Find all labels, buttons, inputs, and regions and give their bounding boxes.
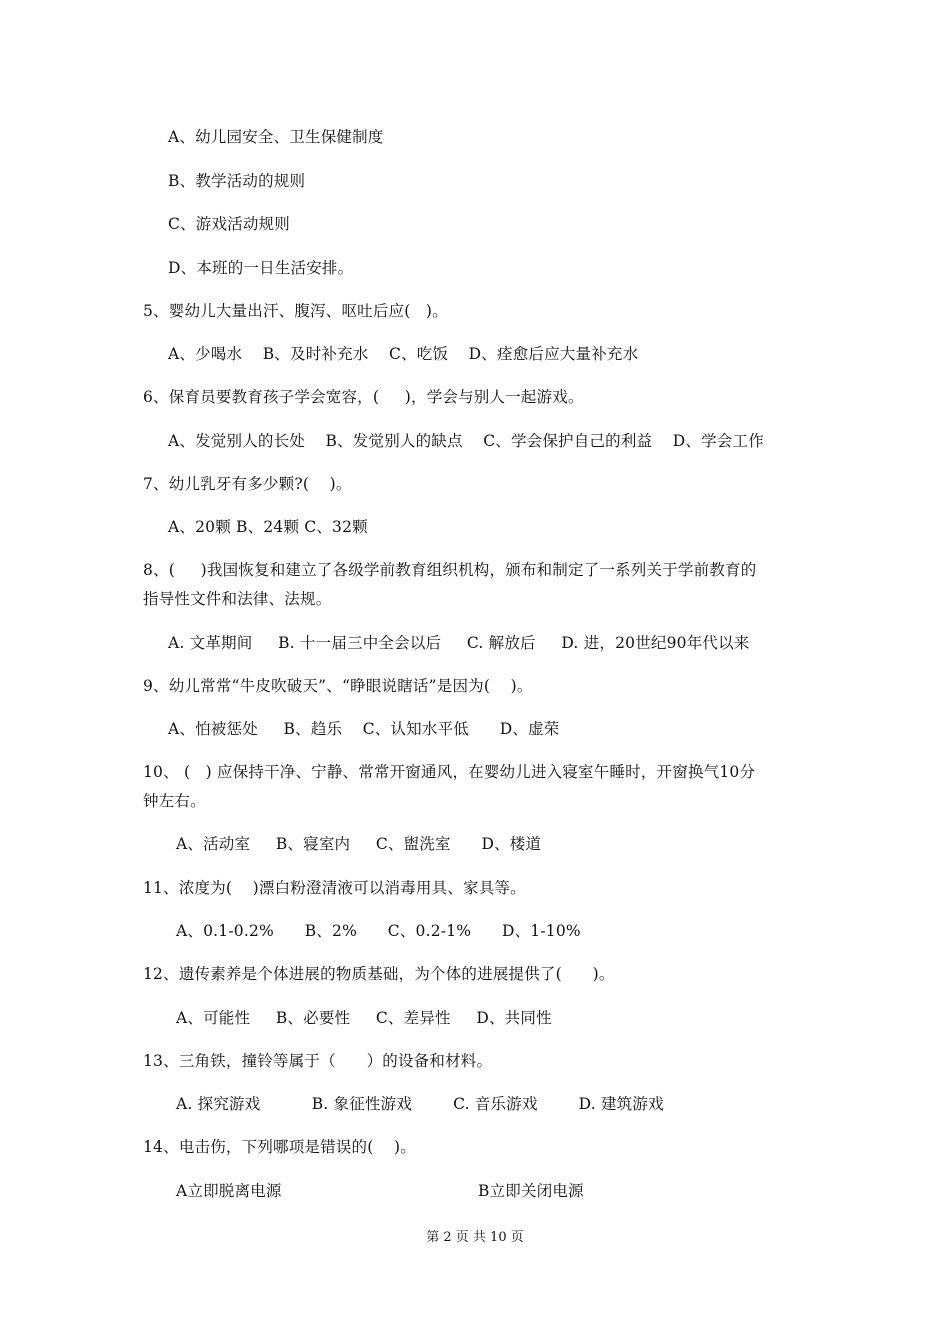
question-12: 12、遗传素养是个体进展的物质基础，为个体的进展提供了( )。 <box>143 965 615 983</box>
option-14b: B立即关闭电源 <box>478 1182 584 1200</box>
question-9: 9、幼儿常常“牛皮吹破天”、“睁眼说瞎话”是因为( )。 <box>143 677 533 695</box>
page-footer: 第 2 页 共 10 页 <box>426 1230 524 1245</box>
options-10: A、活动室 B、寝室内 C、盥洗室 D、楼道 <box>176 835 542 853</box>
question-11: 11、浓度为( )漂白粉澄清液可以消毒用具、家具等。 <box>143 879 526 897</box>
option-4c: C、游戏活动规则 <box>168 215 290 233</box>
options-6: A、发觉别人的长处 B、发觉别人的缺点 C、学会保护自己的利益 D、学会工作 <box>168 432 764 450</box>
options-11: A、0.1-0.2% B、2% C、0.2-1% D、1-10% <box>176 922 581 940</box>
option-4a: A、幼儿园安全、卫生保健制度 <box>168 128 384 146</box>
question-6: 6、保育员要教育孩子学会宽容，( )，学会与别人一起游戏。 <box>143 388 584 406</box>
options-5: A、少喝水 B、及时补充水 C、吃饭 D、痊愈后应大量补充水 <box>168 345 639 363</box>
question-8-line-2: 指导性文件和法律、法规。 <box>143 590 332 608</box>
options-7: A、20颗 B、24颗 C、32颗 <box>168 518 368 536</box>
options-12: A、可能性 B、必要性 C、差异性 D、共同性 <box>176 1009 552 1027</box>
question-10-line-1: 10、 ( ) 应保持干净、宁静、常常开窗通风，在婴幼儿进入寝室午睡时，开窗换气10分 <box>143 763 756 781</box>
question-13: 13、三角铁，撞铃等属于（ ）的设备和材料。 <box>143 1052 493 1070</box>
options-8: A. 文革期间 B. 十一届三中全会以后 C. 解放后 D. 进，20世纪90年代以来 <box>168 634 750 652</box>
question-5: 5、婴幼儿大量出汗、腹泻、呕吐后应( )。 <box>143 302 448 320</box>
question-14: 14、电击伤，下列哪项是错误的( )。 <box>143 1138 416 1156</box>
options-13: A. 探究游戏 B. 象征性游戏 C. 音乐游戏 D. 建筑游戏 <box>176 1095 664 1113</box>
option-4d: D、本班的一日生活安排。 <box>168 259 354 277</box>
question-10-line-2: 钟左右。 <box>143 792 206 810</box>
option-14a: A立即脱离电源 <box>176 1182 282 1200</box>
option-4b: B、教学活动的规则 <box>168 172 306 190</box>
question-7: 7、幼儿乳牙有多少颗?( )。 <box>143 475 352 493</box>
options-9: A、怕被惩处 B、趋乐 C、认知水平低 D、虚荣 <box>168 720 560 738</box>
question-8-line-1: 8、( )我国恢复和建立了各级学前教育组织机构，颁布和制定了一系列关于学前教育的 <box>143 561 757 579</box>
